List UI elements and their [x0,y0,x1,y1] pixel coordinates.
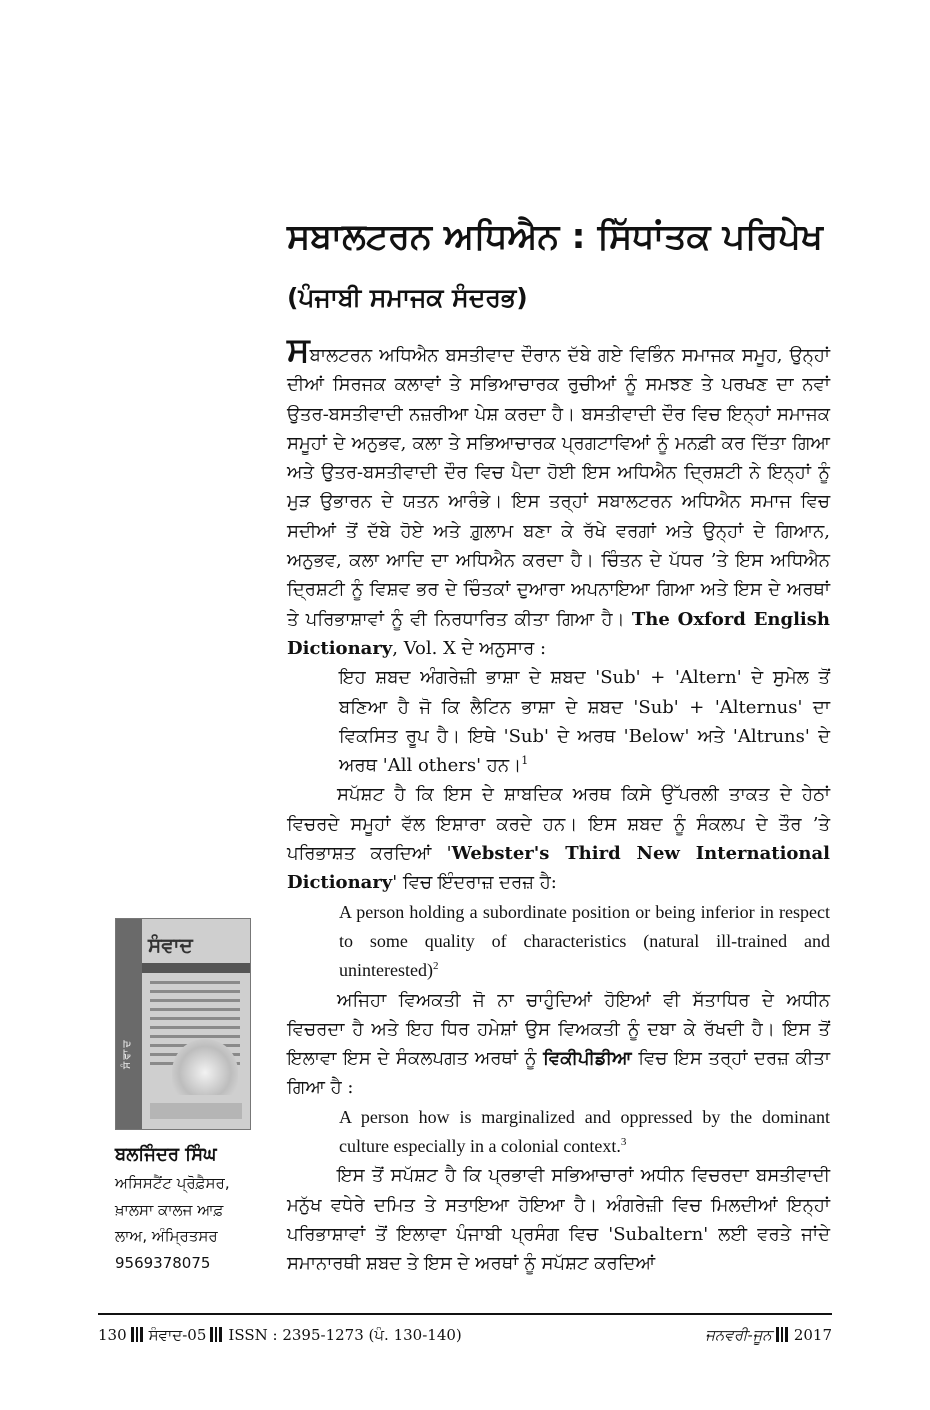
paragraph-2-text: ਸਪੱਸ਼ਟ ਹੈ ਕਿ ਇਸ ਦੇ ਸ਼ਾਬਦਿਕ ਅਰਥ ਕਿਸੇ ਉੱਪਰਲੀ ਤਾਕਤ ਦੇ ਹੇਠਾਂ ਵਿਚਰਦੇ ਸਮੂਹਾਂ ਵੱਲ ਇਸ਼ਾਰਾ ਕਰਦੇ ਹਨ। ਇਸ ਸ਼ਬਦ ਨੂੰ ਸੰਕਲਪ ਦੇ ਤੌਰ ’ਤੇ ਪਰਿਭਾਸ਼ਤ ਕਰਦਿਆਂ ' [287,784,830,865]
paragraph-3-tail: ਵਿਚ ਇਸ ਤਰ੍ਹਾਂ ਦਰਜ਼ ਕੀਤਾ ਗਿਆ ਹੈ : [287,1048,831,1099]
author-phone: 9569378075 [115,1253,211,1272]
quote-1 [339,663,830,780]
author-place: ਲਾਅ, ਅੰਮ੍ਰਿਤਸਰ [115,1227,218,1245]
quote-3-text: A person how is marginalized and oppressed by the dominant culture especially in a colonial context. [339,1106,830,1157]
paragraph-1-tail: , Vol. X ਦੇ ਅਨੁਸਾਰ : [392,637,547,659]
author-role: ਅਸਿਸਟੈਂਟ ਪ੍ਰੋਫ਼ੈਸਰ, [115,1174,230,1192]
paragraph-1-text: ਬਾਲਟਰਨ ਅਧਿਐਨ ਬਸਤੀਵਾਦ ਦੌਰਾਨ ਦੱਬੇ ਗਏ ਵਿਭਿੰਨ ਸਮਾਜਕ ਸਮੂਹ, ਉਨ੍ਹਾਂ ਦੀਆਂ ਸਿਰਜਕ ਕਲਾਵਾਂ ਤੇ ਸਭਿਆਚਾਰਕ ਰੁਚੀਆਂ ਨੂੰ ਸਮਝਣ ਤੇ ਪਰਖਣ ਦਾ ਨਵਾਂ ਉਤਰ-ਬਸਤੀਵਾਦੀ ਨਜ਼ਰੀਆ ਪੇਸ਼ ਕਰਦਾ ਹੈ। ਬਸਤੀਵਾਦੀ ਦੌਰ ਵਿਚ ਇਨ੍ਹਾਂ ਸਮਾਜਕ ਸਮੂਹਾਂ ਦੇ ਅਨੁਭਵ, ਕਲਾ ਤੇ ਸਭਿਆਚਾਰਕ ਪ੍ਰਗਟਾਵਿਆਂ ਨੂੰ ਮਨਫ਼ੀ ਕਰ ਦਿੱਤਾ ਗਿਆ ਅਤੇ ਉਤਰ-ਬਸਤੀਵਾਦੀ ਦੌਰ ਵਿਚ ਪੈਦਾ ਹੋਈ ਇਸ ਅਧਿਐਨ ਦ੍ਰਿਸ਼ਟੀ ਨੇ ਇਨ੍ਹਾਂ ਨੂੰ ਮੁੜ ਉਭਾਰਨ ਦੇ ਯਤਨ ਆਰੰਭੇ। ਇਸ ਤਰ੍ਹਾਂ ਸਬਾਲਟਰਨ ਅਧਿਐਨ ਸਮਾਜ ਵਿਚ ਸਦੀਆਂ ਤੋਂ ਦੱਬੇ ਹੋਏ ਅਤੇ ਗ਼ੁਲਾਮ ਬਣਾ ਕੇ ਰੱਖੇ ਵਰਗਾਂ ਅਤੇ ਉਨ੍ਹਾਂ ਦੇ ਗਿਆਨ, ਅਨੁਭਵ, ਕਲਾ ਆਦਿ ਦਾ ਅਧਿਐਨ ਕਰਦਾ ਹੈ। ਚਿੰਤਨ ਦੇ ਪੱਧਰ ’ਤੇ ਇਸ ਅਧਿਐਨ ਦ੍ਰਿਸ਼ਟੀ ਨੂੰ ਵਿਸ਼ਵ ਭਰ ਦੇ ਚਿੰਤਕਾਂ ਦੁਆਰਾ ਅਪਨਾਇਆ ਗਿਆ ਅਤੇ ਇਸ ਦੇ ਅਰਥਾਂ ਤੇ ਪਰਿਭਾਸ਼ਾਵਾਂ ਨੂੰ ਵੀ ਨਿਰਧਾਰਿਤ ਕੀਤਾ ਗਿਆ ਹੈ। [287,345,830,630]
author-block [115,1140,285,1276]
footer-right [705,1322,832,1348]
issn-info: ISSN : 2395-1273 (ਪੰ. 130-140) [228,1326,462,1344]
footnote-marker-1: 1 [521,754,529,768]
paragraph-4 [287,1161,830,1278]
quote-3 [339,1103,830,1162]
issue-year: 2017 [793,1326,832,1344]
webster-dictionary-ref: Webster's Third New International Dictionary [287,843,831,894]
paragraph-4-text: ਇਸ ਤੋਂ ਸਪੱਸ਼ਟ ਹੈ ਕਿ ਪ੍ਰਭਾਵੀ ਸਭਿਆਚਾਰਾਂ ਅਧੀਨ ਵਿਚਰਦਾ ਬਸਤੀਵਾਦੀ ਮਨੁੱਖ ਵਧੇਰੇ ਦਮਿਤ ਤੇ ਸਤਾਇਆ ਹੋਇਆ ਹੈ। ਅੰਗਰੇਜ਼ੀ ਵਿਚ ਮਿਲਦੀਆਂ ਇਨ੍ਹਾਂ ਪਰਿਭਾਸ਼ਾਵਾਂ ਤੋਂ ਇਲਾਵਾ ਪੰਜਾਬੀ ਪ੍ਰਸੰਗ ਵਿਚ 'Subaltern' ਲਈ ਵਰਤੇ ਜਾਂਦੇ ਸਮਾਨਾਰਥੀ ਸ਼ਬਦ ਤੇ ਇਸ ਦੇ ਅਰਥਾਂ ਨੂੰ ਸਪੱਸ਼ਟ ਕਰਦਿਆਂ [287,1165,830,1275]
paragraph-2-tail: ' ਵਿਚ ਇੰਦਰਾਜ਼ ਦਰਜ਼ ਹੈ: [392,872,557,894]
paragraph-1 [287,330,830,663]
cover-spine [116,919,142,1129]
author-name: ਬਲਜਿੰਦਰ ਸਿੰਘ [115,1144,217,1165]
cover-logo: ਸੰਵਾਦ [148,933,193,957]
footer-rule [98,1313,832,1315]
journal-issue: ਸੰਵਾਦ-05 [148,1326,207,1344]
separator-bars-icon [210,1327,224,1342]
wikipedia-ref: ਵਿਕੀਪੀਡੀਆ [543,1048,632,1070]
cover-footer-band [150,1103,242,1119]
page-footer [98,1322,832,1348]
article-subtitle: (ਪੰਜਾਬੀ ਸਮਾਜਕ ਸੰਦਰਭ) [287,283,528,312]
quote-2 [339,898,830,986]
quote-2-text: A person holding a subordinate position or being inferior in respect to some quality of characteristics (natural ill-trained and uninterested) [339,901,830,981]
article-title: ਸਬਾਲਟਰਨ ਅਧਿਐਨ : ਸਿੱਧਾਂਤਕ ਪਰਿਪੇਖ [287,217,823,257]
author-college: ਖ਼ਾਲਸਾ ਕਾਲਜ ਆਫ਼ [115,1200,224,1219]
cover-spine-text: ਸੰਵਾਦ [120,1038,133,1069]
journal-cover-image [115,918,251,1130]
paragraph-3-text: ਅਜਿਹਾ ਵਿਅਕਤੀ ਜੋ ਨਾ ਚਾਹੁੰਦਿਆਂ ਹੋਇਆਂ ਵੀ ਸੱਤਾਧਿਰ ਦੇ ਅਧੀਨ ਵਿਚਰਦਾ ਹੈ ਅਤੇ ਇਹ ਧਿਰ ਹਮੇਸ਼ਾਂ ਉਸ ਵਿਅਕਤੀ ਨੂੰ ਦਬਾ ਕੇ ਰੱਖਦੀ ਹੈ। ਇਸ ਤੋਂ ਇਲਾਵਾ ਇਸ ਦੇ ਸੰਕਲਪਗਤ ਅਰਥਾਂ ਨੂੰ [287,989,830,1070]
footnote-marker-2: 2 [432,960,439,973]
oxford-dictionary-ref: The Oxford English Dictionary [287,608,830,659]
article-body [287,330,831,1279]
separator-bars-icon [776,1327,790,1342]
footer-left [98,1322,462,1348]
cover-band [142,963,250,973]
issue-period: ਜਨਵਰੀ-ਜੂਨ [705,1326,772,1344]
drop-cap: ਸ [287,330,310,370]
separator-bars-icon [131,1327,145,1342]
page-number: 130 [98,1326,127,1344]
footnote-marker-3: 3 [620,1136,627,1149]
paragraph-2 [287,780,830,897]
quote-1-text: ਇਹ ਸ਼ਬਦ ਅੰਗਰੇਜ਼ੀ ਭਾਸ਼ਾ ਦੇ ਸ਼ਬਦ 'Sub' + 'Altern' ਦੇ ਸੁਮੇਲ ਤੋਂ ਬਣਿਆ ਹੈ ਜੋ ਕਿ ਲੈਟਿਨ ਭਾਸ਼ਾ ਦੇ ਸ਼ਬਦ 'Sub' + 'Alternus' ਦਾ ਵਿਕਸਿਤ ਰੂਪ ਹੈ। ਇਥੇ 'Sub' ਦੇ ਅਰਥ 'Below' ਅਤੇ 'Altruns' ਦੇ ਅਰਥ 'All others' ਹਨ। [339,667,830,777]
paragraph-3 [287,986,830,1103]
